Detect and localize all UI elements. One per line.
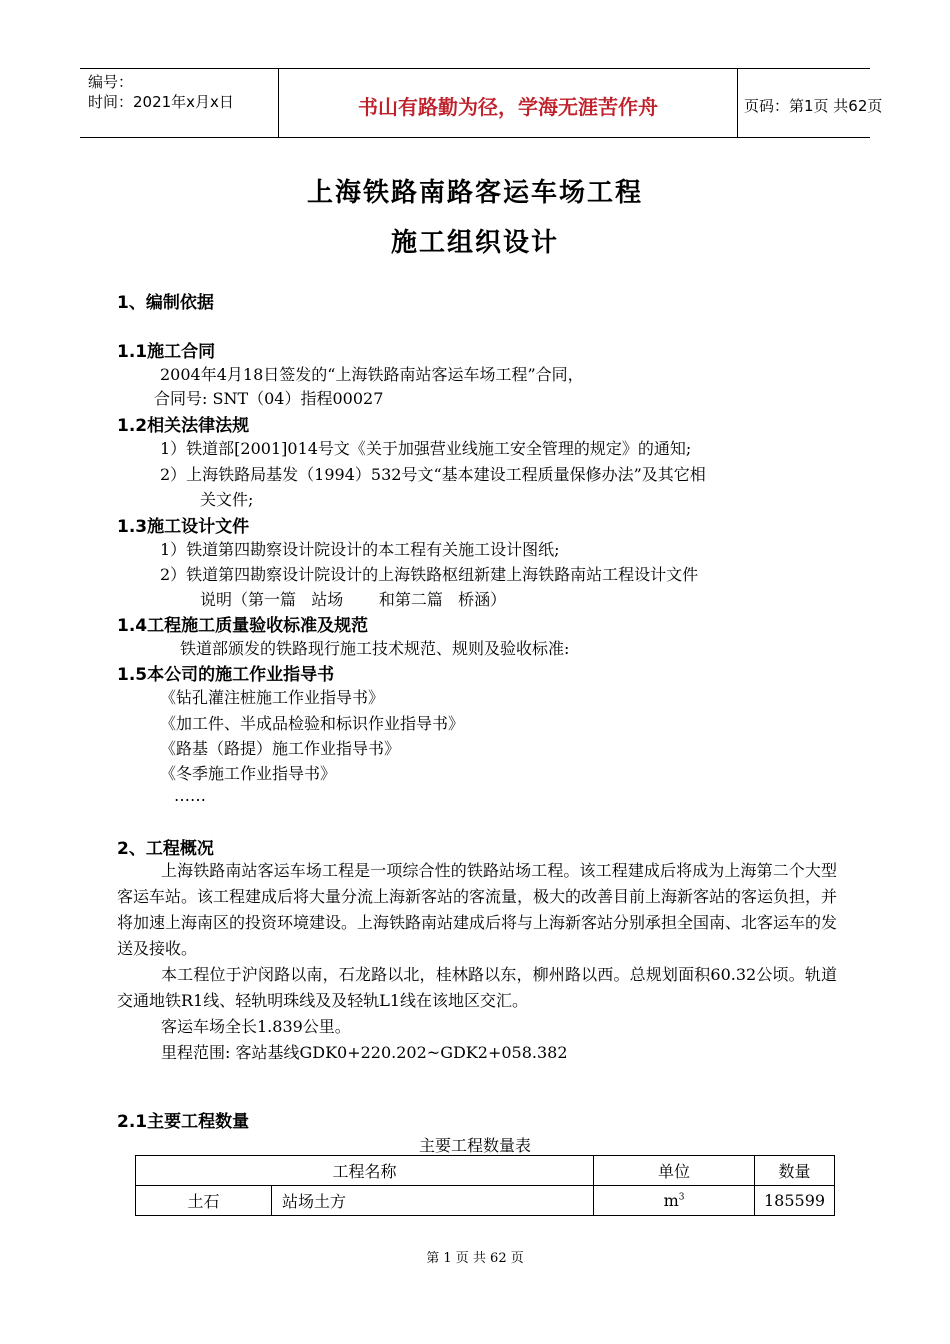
motto-text: 书山有路勤为径，学海无涯苦作舟 (358, 95, 658, 119)
cell-category: 土石 (136, 1186, 272, 1216)
page-info: 页码：第1页 共62页 (744, 97, 883, 115)
section2-paragraph: 本工程位于沪闵路以南，石龙路以北，桂林路以东，柳州路以西。总规划面积60.32公顷。轨道交通地铁R1线、轻轨明珠线及及轻轨L1线在该地区交汇。 (117, 965, 837, 1010)
header-left-cell (80, 69, 278, 137)
cell-unit (594, 1186, 755, 1216)
section-1-4-line: 铁道部颁发的铁路现行施工技术规范、规则及验收标准: (180, 639, 570, 658)
time-label: 时间：2021年x月x日 (88, 93, 234, 111)
section2-paragraph: 客运车场全长1.839公里。 (161, 1017, 351, 1036)
section-2-1-heading: 2.1主要工程数量 (117, 1112, 250, 1132)
section-1-4-heading: 1.4工程施工质量验收标准及规范 (117, 616, 369, 636)
section-1-5-line: 《钻孔灌注桩施工作业指导书》 (160, 688, 385, 707)
section-1-5-line: 《冬季施工作业指导书》 (160, 764, 337, 783)
section-1-5-ellipsis: …… (174, 786, 206, 805)
cell-item: 站场土方 (272, 1186, 594, 1216)
section2-paragraph: 里程范围: 客站基线GDK0+220.202~GDK2+058.382 (161, 1043, 568, 1062)
column-header-name: 工程名称 (136, 1156, 594, 1186)
unit-superscript: 3 (678, 1192, 685, 1203)
cell-qty: 185599 (755, 1186, 835, 1216)
section2-body (117, 858, 837, 1066)
document-title: 上海铁路南路客运车场工程 (306, 178, 643, 208)
table-caption: 主要工程数量表 (418, 1136, 531, 1155)
table-row (136, 1186, 835, 1216)
header-motto-cell (278, 69, 738, 137)
number-label: 编号： (88, 73, 134, 91)
section-1-3-line: 说明（第一篇 站场 和第二篇 桥涵） (200, 590, 507, 609)
header-page-cell (736, 69, 883, 137)
document-subtitle: 施工组织设计 (390, 228, 559, 258)
section-1-1-heading: 1.1施工合同 (117, 342, 216, 362)
column-header-unit: 单位 (594, 1156, 755, 1186)
section2-heading: 2、工程概况 (117, 839, 214, 859)
section-1-5-line: 《加工件、半成品检验和标识作业指导书》 (160, 714, 465, 733)
section-1-2-heading: 1.2相关法律法规 (117, 416, 250, 436)
section1-heading: 1、编制依据 (117, 293, 214, 313)
table-header-row (136, 1156, 835, 1186)
page-footer: 第 1 页 共 62 页 (426, 1251, 524, 1266)
section-1-3-line: 2）铁道第四勘察设计院设计的上海铁路枢纽新建上海铁路南站工程设计文件 (160, 565, 699, 584)
section-1-1-line: 合同号: SNT（04）指程00027 (154, 389, 384, 408)
section-1-3-line: 1）铁道第四勘察设计院设计的本工程有关施工设计图纸; (160, 540, 560, 559)
section-1-5-line: 《路基（路提）施工作业指导书》 (160, 739, 401, 758)
quantity-table (135, 1155, 835, 1216)
section-1-5-heading: 1.5本公司的施工作业指导书 (117, 665, 335, 685)
section-1-3-heading: 1.3施工设计文件 (117, 517, 250, 537)
unit-text: m (663, 1191, 679, 1210)
document-header (80, 68, 883, 138)
section-1-2-line: 关文件; (200, 490, 254, 509)
column-header-qty: 数量 (755, 1156, 835, 1186)
section-1-1-line: 2004年4月18日签发的“上海铁路南站客运车场工程”合同， (160, 365, 584, 384)
section-1-2-line: 1）铁道部[2001]014号文《关于加强营业线施工安全管理的规定》的通知; (160, 439, 692, 458)
section2-paragraph: 上海铁路南站客运车场工程是一项综合性的铁路站场工程。该工程建成后将成为上海第二个大型客运车站。该工程建成后将大量分流上海新客站的客流量，极大的改善目前上海新客站的客运负担，并将加速上海南区的投资环境建设。上海铁路南站建成后将与上海新客站分别承担全国南、北客运车的发送及接收。 (117, 861, 838, 958)
section-1-2-line: 2）上海铁路局基发（1994）532号文“基本建设工程质量保修办法”及其它相 (160, 465, 706, 484)
